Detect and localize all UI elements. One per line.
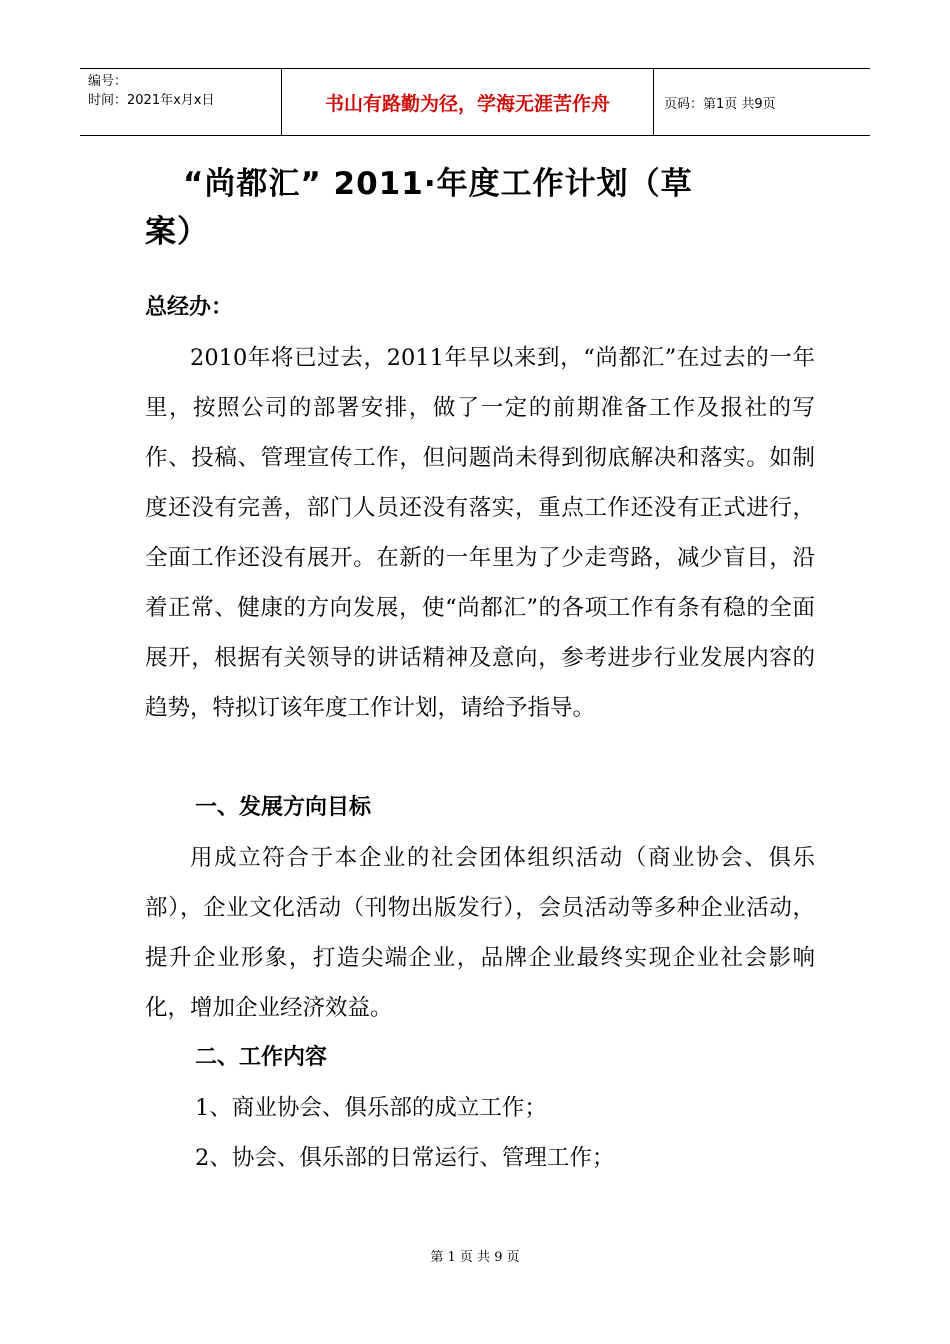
- office-heading: 总经办：: [145, 295, 234, 320]
- header-page-info: 页码：第1页 共9页: [664, 96, 776, 112]
- section-2-title: 二、工作内容: [195, 1045, 328, 1070]
- section-1-paragraph: 用成立符合于本企业的社会团体组织活动（商业协会、俱乐部），企业文化活动（刊物出版发行），会员活动等多种企业活动，提升企业形象，打造尖端企业，品牌企业最终实现企业社会影响化，增加企业经济效益。: [145, 845, 815, 1021]
- title-line-1: “尚都汇” 2011·年度工作计划（草: [183, 166, 693, 202]
- intro-paragraph: 2010年将已过去，2011年早以来到，“尚都汇”在过去的一年里，按照公司的部署安排，做了一定的前期准备工作及报社的写作、投稿、管理宣传工作，但问题尚未得到彻底解决和落实。如制度还没有完善，部门人员还没有落实，重点工作还没有正式进行，全面工作还没有展开。在新的一年里为了少走弯路，减少盲目，沿着正常、健康的方向发展，使“尚都汇”的各项工作有条有稳的全面展开，根据有关领导的讲话精神及意向，参考进步行业发展内容的趋势，特拟订该年度工作计划，请给予指导。: [145, 345, 815, 721]
- document-number-label: 编号：: [88, 74, 128, 89]
- spacer: [145, 733, 815, 783]
- document-title: [145, 160, 825, 256]
- list-item: 1、商业协会、俱乐部的成立工作；: [195, 1095, 547, 1121]
- list-item: 2、协会、俱乐部的日常运行、管理工作；: [195, 1145, 615, 1171]
- document-body: [145, 283, 815, 1183]
- header-table: [80, 68, 870, 136]
- title-line-2: 案）: [145, 214, 209, 250]
- page-footer: 第 1 页 共 9 页: [430, 1250, 520, 1265]
- header-meta: [80, 69, 281, 135]
- header-motto: 书山有路勤为径，学海无涯苦作舟: [281, 69, 654, 135]
- section-1-title: 一、发展方向目标: [195, 795, 372, 820]
- document-time-label: 时间：2021年x月x日: [88, 93, 215, 108]
